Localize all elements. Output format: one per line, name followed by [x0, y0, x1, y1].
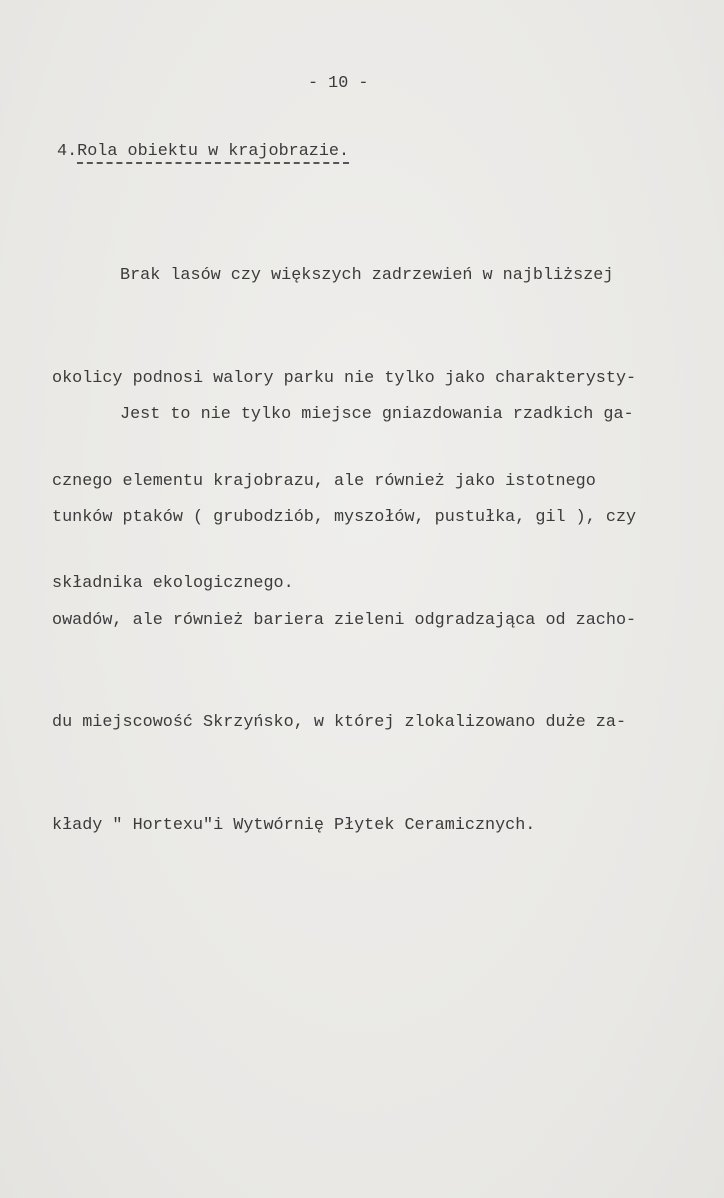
paragraph-2 [52, 330, 636, 911]
text-line: du miejscowość Skrzyńsko, w której zlokalizowano duże za- [52, 713, 627, 733]
text-line: Brak lasów czy większych zadrzewień w najbliższej [120, 266, 614, 286]
text-line: cznego elementu krajobrazu, ale również jako istotnego [52, 471, 596, 491]
section-title: Rola obiektu w krajobrazie. [77, 142, 349, 164]
section-number: 4. [57, 142, 78, 161]
text-line: owadów, ale również bariera zieleni odgradzająca od zacho- [52, 610, 637, 630]
text-line: kłady " Hortexu"i Wytwórnię Płytek Ceramicznych. [52, 815, 536, 835]
text-line: okolicy podnosi walory parku nie tylko jako charakterysty- [52, 369, 637, 389]
text-line: tunków ptaków ( grubodziób, myszołów, pustułka, gil ), czy [52, 508, 637, 528]
text-line: składnika ekologicznego. [52, 574, 294, 594]
text-line: Jest to nie tylko miejsce gniazdowania rzadkich ga- [120, 405, 634, 425]
page-number: - 10 - [308, 74, 369, 93]
section-heading [57, 142, 349, 161]
